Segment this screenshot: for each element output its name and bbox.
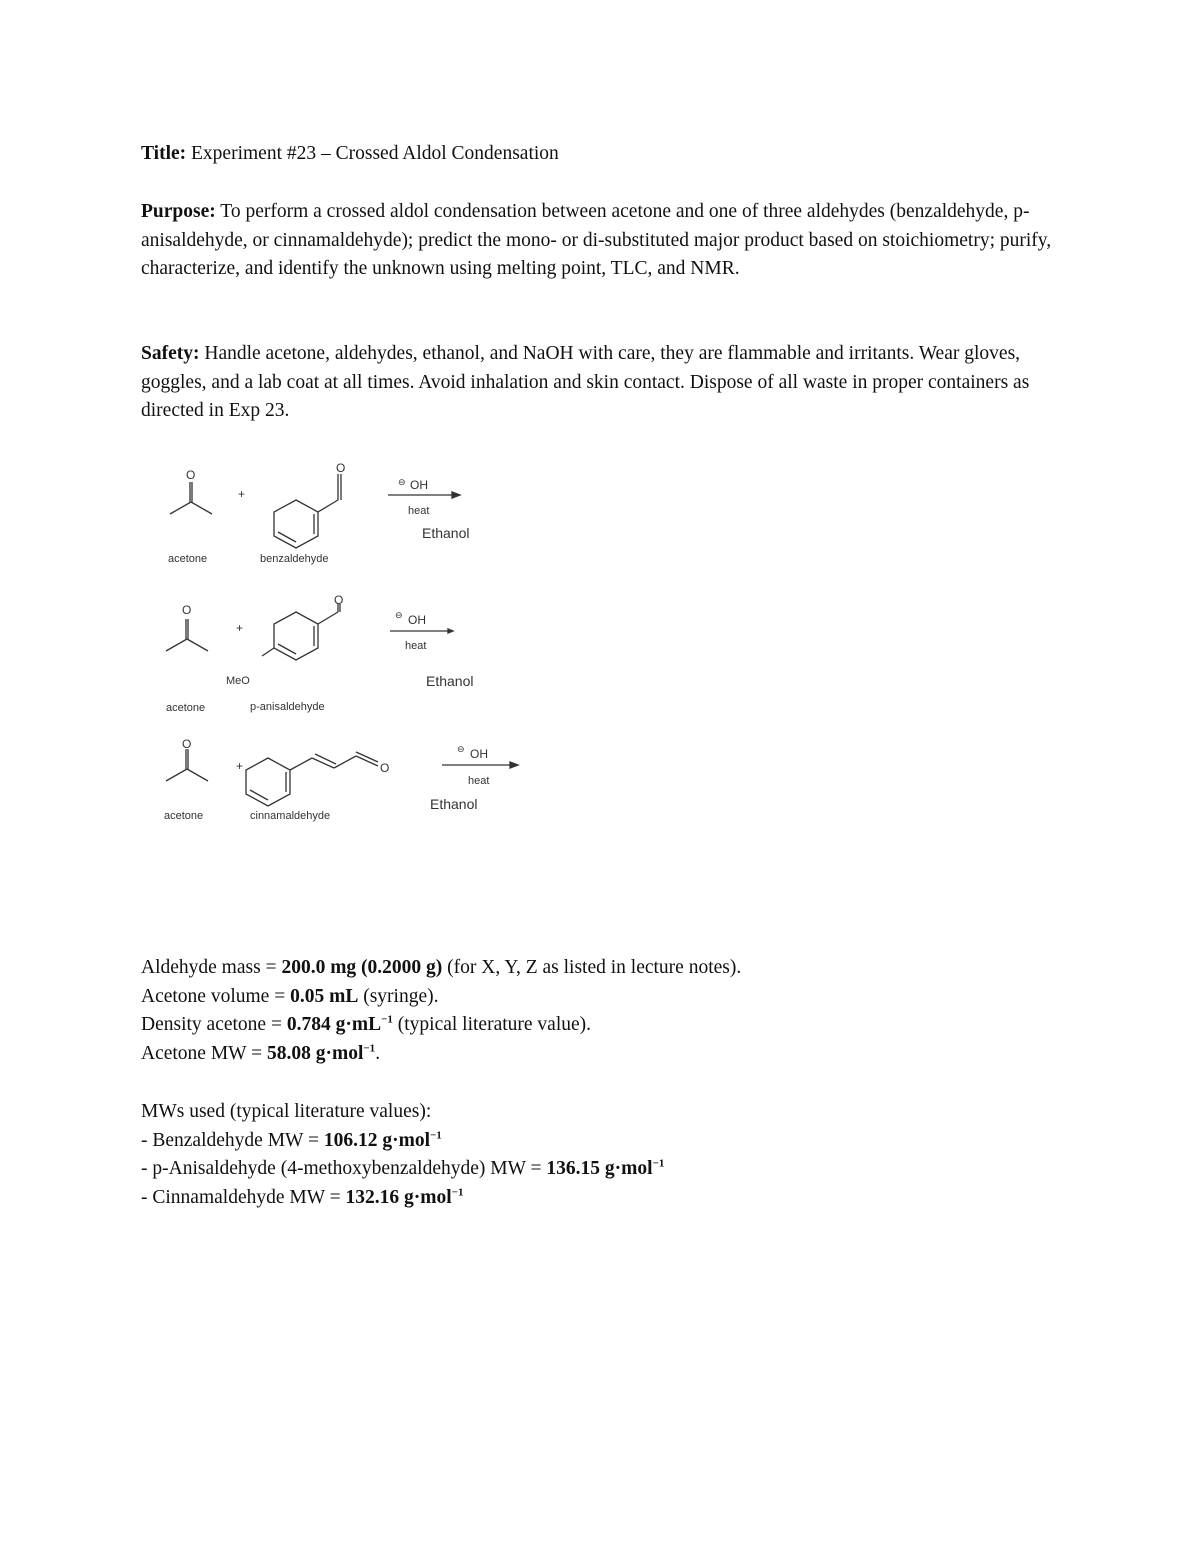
aldehyde-mass-value: 200.0 mg (0.2000 g) xyxy=(281,957,443,978)
row3-hydroxide: OH xyxy=(470,747,488,761)
purpose-text: To perform a crossed aldol condensation between acetone and one of three aldehydes (benzaldehyde, p-anisaldehyde, or cinnamaldehyde); predict the mono- or di-substituted major product based on stoichiometry; purify, characterize, and identify the unknown using melting point, TLC, and NMR. xyxy=(141,201,1052,280)
acetone-mw-line xyxy=(141,1040,1071,1069)
row3-acetone-label: acetone xyxy=(164,810,204,822)
safety-paragraph xyxy=(141,340,1071,426)
aldehyde-mass-line xyxy=(141,954,1071,983)
row1-plus: + xyxy=(238,487,246,501)
row2-methoxy-label: MeO xyxy=(226,675,250,687)
acetone-volume-prefix: Acetone volume = xyxy=(141,985,291,1007)
acetone-volume-suffix: (syringe). xyxy=(358,985,439,1007)
mw-item-exponent: −1 xyxy=(451,1186,464,1199)
acetone-volume-line xyxy=(141,983,1071,1012)
mw-item-value: 136.15 g·mol xyxy=(546,1158,653,1180)
row1-acetone-label: acetone xyxy=(168,553,208,565)
row2-charge-symbol: ⊖ xyxy=(395,610,403,620)
mw-item-value: 132.16 g·mol xyxy=(345,1186,452,1208)
title-text: Experiment #23 – Crossed Aldol Condensation xyxy=(191,143,559,164)
acetone-volume-value: 0.05 mL xyxy=(290,985,359,1007)
mw-item-value: 106.12 g·mol xyxy=(323,1129,431,1151)
mw-item-anisaldehyde xyxy=(141,1155,1071,1184)
acetone-density-line xyxy=(141,1011,1071,1040)
row2-acetone-label: acetone xyxy=(166,702,206,714)
row3-cinnamaldehyde-oxygen: O xyxy=(380,761,390,775)
reaction-scheme-figure xyxy=(150,452,530,832)
row3-charge-symbol: ⊖ xyxy=(457,744,465,754)
mw-item-exponent: −1 xyxy=(652,1157,665,1170)
row2-acetone-oxygen: O xyxy=(182,603,192,617)
row1-charge-symbol: ⊖ xyxy=(398,477,406,487)
row1-hydroxide: OH xyxy=(410,478,428,492)
mw-item-prefix: - p-Anisaldehyde (4-methoxybenzaldehyde) MW = xyxy=(141,1158,547,1180)
row1-acetone-oxygen: O xyxy=(186,468,196,482)
mw-list-block xyxy=(141,1098,1071,1212)
density-suffix: (typical literature value). xyxy=(392,1014,592,1036)
acetone-mw-suffix: . xyxy=(375,1042,381,1064)
row3-cinnamaldehyde-label: cinnamaldehyde xyxy=(250,810,331,822)
mw-item-benzaldehyde xyxy=(141,1127,1071,1156)
title-label: Title: xyxy=(141,143,187,164)
acetone-mw-prefix: Acetone MW = xyxy=(141,1042,267,1064)
title-line xyxy=(141,140,1071,169)
row1-solvent: Ethanol xyxy=(422,525,470,541)
row1-benzaldehyde-oxygen: O xyxy=(336,461,346,475)
mw-item-prefix: - Cinnamaldehyde MW = xyxy=(141,1186,346,1208)
acetone-mw-value: 58.08 g·mol xyxy=(266,1042,364,1064)
row3-heat: heat xyxy=(468,775,490,787)
safety-label: Safety: xyxy=(141,343,200,364)
row2-hydroxide: OH xyxy=(408,613,426,627)
aldehyde-mass-suffix: (for X, Y, Z as listed in lecture notes). xyxy=(442,957,742,978)
purpose-paragraph xyxy=(141,198,1071,284)
row1-heat: heat xyxy=(408,505,430,517)
aldehyde-mass-prefix: Aldehyde mass = xyxy=(141,957,282,978)
row3-acetone-oxygen: O xyxy=(182,737,192,751)
row2-solvent: Ethanol xyxy=(426,673,474,689)
row1-benzaldehyde-label: benzaldehyde xyxy=(260,553,329,565)
row2-anisaldehyde-oxygen: O xyxy=(334,593,344,607)
row3-plus: + xyxy=(236,759,244,773)
mw-item-exponent: −1 xyxy=(430,1129,442,1142)
mw-item-prefix: - Benzaldehyde MW = xyxy=(141,1129,324,1151)
row2-plus: + xyxy=(236,621,244,635)
density-prefix: Density acetone = xyxy=(141,1014,287,1036)
purpose-label: Purpose: xyxy=(141,201,216,222)
safety-text: Handle acetone, aldehydes, ethanol, and NaOH with care, they are flammable and irritants. Wear gloves, goggles, and a lab coat at all times. Avoid inhalation and skin contact. Dispose of all waste in proper containers as directed in Exp 23. xyxy=(141,343,1030,422)
acetone-mw-exponent: −1 xyxy=(363,1042,376,1055)
row2-anisaldehyde-label: p-anisaldehyde xyxy=(250,701,325,713)
mw-item-cinnamaldehyde xyxy=(141,1184,1071,1213)
density-exponent: −1 xyxy=(381,1013,393,1026)
reaction-scheme-svg xyxy=(150,452,530,832)
row2-heat: heat xyxy=(405,640,427,652)
mw-list-heading: MWs used (typical literature values): xyxy=(141,1101,432,1122)
row3-solvent: Ethanol xyxy=(430,796,478,812)
quantities-block xyxy=(141,954,1071,1068)
density-value: 0.784 g·mL xyxy=(286,1014,382,1036)
